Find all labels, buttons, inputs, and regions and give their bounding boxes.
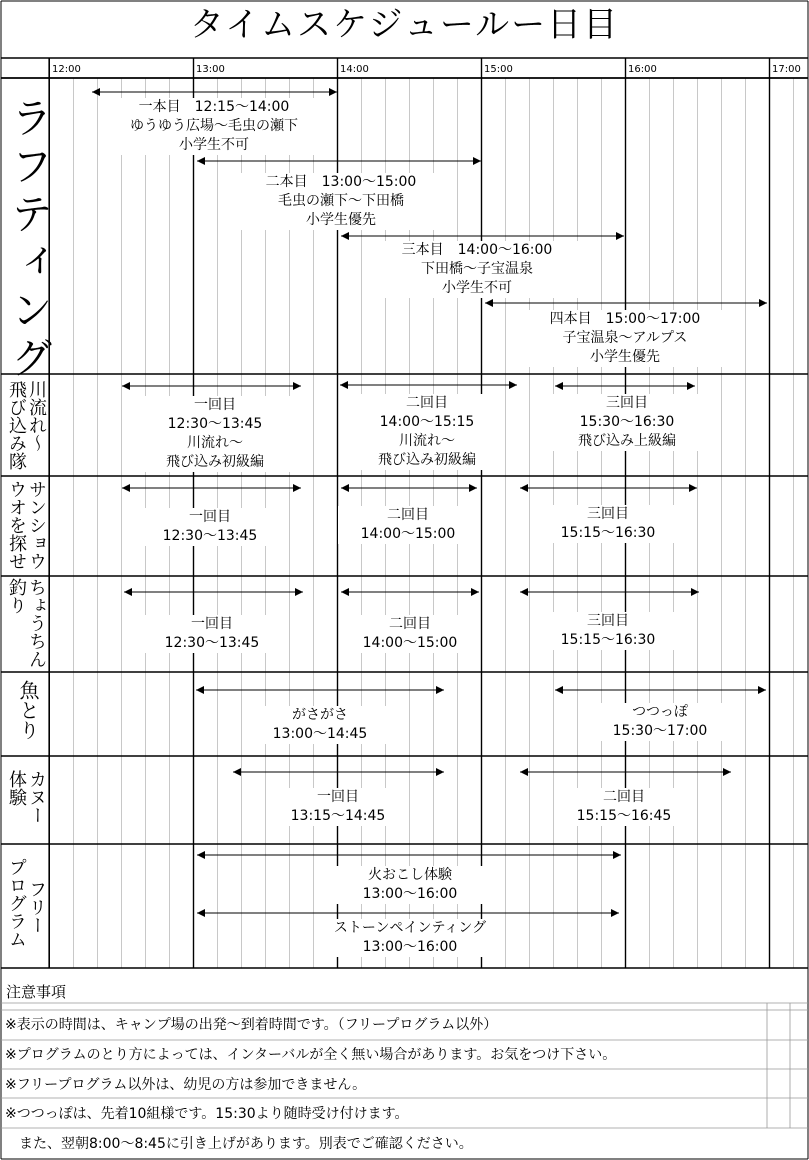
row-label-text: 体験 <box>6 770 27 806</box>
row-label-text: プログラム <box>6 858 27 948</box>
hour-label: 13:00 <box>196 64 225 75</box>
arrow-head <box>122 382 130 390</box>
session-line: 一回目 <box>140 396 290 415</box>
session-line: 15:15〜16:45 <box>554 807 694 826</box>
note-item: ※つつっぽは、先着10組様です。15:30より随時受け付けます。 <box>5 1106 409 1122</box>
arrow-head <box>92 88 100 96</box>
arrow-head <box>555 686 563 694</box>
arrow-head <box>196 686 204 694</box>
row-label-column <box>6 480 26 570</box>
arrow-head <box>758 686 766 694</box>
note-item: ※表示の時間は、キャンプ場の出発〜到着時間です。（フリープログラム以外） <box>5 1017 498 1033</box>
row-label-text: ウオを探せ <box>6 480 27 570</box>
arrow-head <box>197 909 205 917</box>
row-label-free <box>4 858 48 962</box>
session-line: 一回目 <box>268 788 408 807</box>
session-line: 15:30〜17:00 <box>590 722 730 741</box>
arrow-head <box>520 768 528 776</box>
session-line: 二回目 <box>338 506 478 525</box>
arrow-head <box>520 484 528 492</box>
session-line: 15:30〜16:30 <box>552 413 702 432</box>
session-block <box>142 615 282 653</box>
session-line: 14:00〜15:00 <box>338 525 478 544</box>
session-line: 14:00〜15:15 <box>352 413 502 432</box>
session-line: 二回目 <box>340 615 480 634</box>
row-label-column <box>26 480 46 570</box>
hour-label: 14:00 <box>340 64 369 75</box>
session-line: 飛び込み上級編 <box>552 432 702 451</box>
row-label-chouchin <box>4 578 48 670</box>
arrow-head <box>329 88 337 96</box>
row-label-text: フリー <box>26 880 47 934</box>
arrow-head <box>689 484 697 492</box>
session-line: ストーンペインティング <box>318 919 502 938</box>
session-block <box>236 173 446 230</box>
arrow-head <box>233 768 241 776</box>
row-label-column <box>6 770 26 806</box>
arrow-head <box>293 382 301 390</box>
session-line: 三本目 14:00〜16:00 <box>372 241 582 260</box>
arrow-head <box>341 484 349 492</box>
arrow-head <box>122 484 130 492</box>
session-line: 三回目 <box>538 505 678 524</box>
session-line: 13:00〜16:00 <box>318 938 502 957</box>
session-block <box>140 508 280 546</box>
session-line: 15:15〜16:30 <box>538 524 678 543</box>
row-label-text: サンショウ <box>26 480 47 570</box>
arrow-head <box>759 299 767 307</box>
arrow-head <box>723 768 731 776</box>
session-block <box>140 396 290 472</box>
row-label-column <box>26 880 46 934</box>
session-line: 13:00〜14:45 <box>250 725 390 744</box>
row-label-column <box>6 380 26 470</box>
session-line: 15:15〜16:30 <box>538 631 678 650</box>
arrow-head <box>473 157 481 165</box>
session-block <box>554 788 694 826</box>
row-label-column <box>26 770 46 824</box>
session-block <box>352 394 502 470</box>
session-line: 小学生優先 <box>520 348 730 367</box>
hour-label: 15:00 <box>484 64 513 75</box>
session-line: 三回目 <box>538 612 678 631</box>
session-line: 小学生不可 <box>110 136 318 155</box>
session-line: 小学生優先 <box>236 211 446 230</box>
row-label-text: ちょうちん <box>26 578 47 668</box>
session-block <box>330 866 490 904</box>
session-line: 12:30〜13:45 <box>140 415 290 434</box>
hour-label: 17:00 <box>772 64 801 75</box>
row-label-column <box>16 680 40 740</box>
session-line: 飛び込み初級編 <box>352 451 502 470</box>
session-block <box>250 706 390 744</box>
session-block <box>340 615 480 653</box>
session-block <box>338 506 478 544</box>
session-line: 飛び込み初級編 <box>140 453 290 472</box>
arrow-head <box>520 588 528 596</box>
arrow-head <box>436 768 444 776</box>
row-label-sansho <box>4 480 48 572</box>
arrow-head <box>436 686 444 694</box>
session-line: 12:30〜13:45 <box>140 527 280 546</box>
arrow-head <box>471 588 479 596</box>
arrow-head <box>197 851 205 859</box>
arrow-head <box>616 232 624 240</box>
arrow-head <box>124 588 132 596</box>
arrow-head <box>293 484 301 492</box>
session-block <box>318 919 502 957</box>
arrow-head <box>611 909 619 917</box>
row-label-text: 飛び込み隊 <box>6 380 27 470</box>
session-line: 二回目 <box>554 788 694 807</box>
session-line: 毛虫の瀬下〜下田橋 <box>236 192 446 211</box>
note-item: また、翌朝8:00〜8:45に引き上げがあります。別表でご確認ください。 <box>5 1136 473 1152</box>
arrow-head <box>341 232 349 240</box>
page-title: タイムスケジュールー日目 <box>189 5 620 45</box>
session-line: 14:00〜15:00 <box>340 634 480 653</box>
row-label-column <box>26 380 46 452</box>
row-label-canoe <box>4 770 48 840</box>
session-block <box>110 98 318 155</box>
session-line: ゆうゆう広場〜毛虫の瀬下 <box>110 117 318 136</box>
arrow-head <box>687 382 695 390</box>
row-label-text: ラフティング <box>5 96 54 384</box>
session-block <box>538 505 678 543</box>
session-block <box>520 310 730 367</box>
session-line: 一本目 12:15〜14:00 <box>110 98 318 117</box>
session-line: 子宝温泉〜アルプス <box>520 329 730 348</box>
arrow-head <box>613 851 621 859</box>
session-line: 小学生不可 <box>372 279 582 298</box>
session-line: 川流れ〜 <box>140 434 290 453</box>
session-line: 一回目 <box>140 508 280 527</box>
session-line: つつっぽ <box>590 703 730 722</box>
arrow-head <box>555 382 563 390</box>
session-line: 四本目 15:00〜17:00 <box>520 310 730 329</box>
row-label-column <box>4 96 54 384</box>
arrow-head <box>341 588 349 596</box>
row-label-column <box>6 858 26 948</box>
session-block <box>372 241 582 298</box>
session-line: 12:30〜13:45 <box>142 634 282 653</box>
notes-heading: 注意事項 <box>6 983 67 1001</box>
session-block <box>590 703 730 741</box>
session-line: がさがさ <box>250 706 390 725</box>
session-line: 川流れ〜 <box>352 432 502 451</box>
row-label-text: 釣り <box>6 578 27 614</box>
arrow-head <box>485 299 493 307</box>
arrow-head <box>295 588 303 596</box>
arrow-head <box>197 157 205 165</box>
arrow-head <box>469 484 477 492</box>
row-label-text: 川流れ〜 <box>26 380 47 452</box>
row-label-rafting <box>4 96 54 384</box>
row-label-sakana <box>10 680 46 754</box>
session-block <box>552 394 702 451</box>
note-item: ※フリープログラム以外は、幼児の方は参加できません。 <box>5 1077 367 1093</box>
session-line: 一回目 <box>142 615 282 634</box>
session-line: 13:15〜14:45 <box>268 807 408 826</box>
session-block <box>268 788 408 826</box>
session-line: 三回目 <box>552 394 702 413</box>
arrow-head <box>509 381 517 389</box>
row-label-column <box>26 578 46 668</box>
session-line: 二回目 <box>352 394 502 413</box>
session-line: 二本目 13:00〜15:00 <box>236 173 446 192</box>
row-label-text: 魚とり <box>16 680 40 740</box>
row-label-tobikomi <box>4 380 48 472</box>
session-block <box>538 612 678 650</box>
session-line: 13:00〜16:00 <box>330 885 490 904</box>
note-item: ※プログラムのとり方によっては、インターバルが全く無い場合があります。お気をつけ下さい。 <box>5 1047 617 1063</box>
row-label-column <box>6 578 26 614</box>
hour-label: 12:00 <box>52 64 81 75</box>
session-line: 火おこし体験 <box>330 866 490 885</box>
hour-label: 16:00 <box>628 64 657 75</box>
arrow-head <box>340 381 348 389</box>
row-label-text: カヌー <box>26 770 47 824</box>
session-line: 下田橋〜子宝温泉 <box>372 260 582 279</box>
